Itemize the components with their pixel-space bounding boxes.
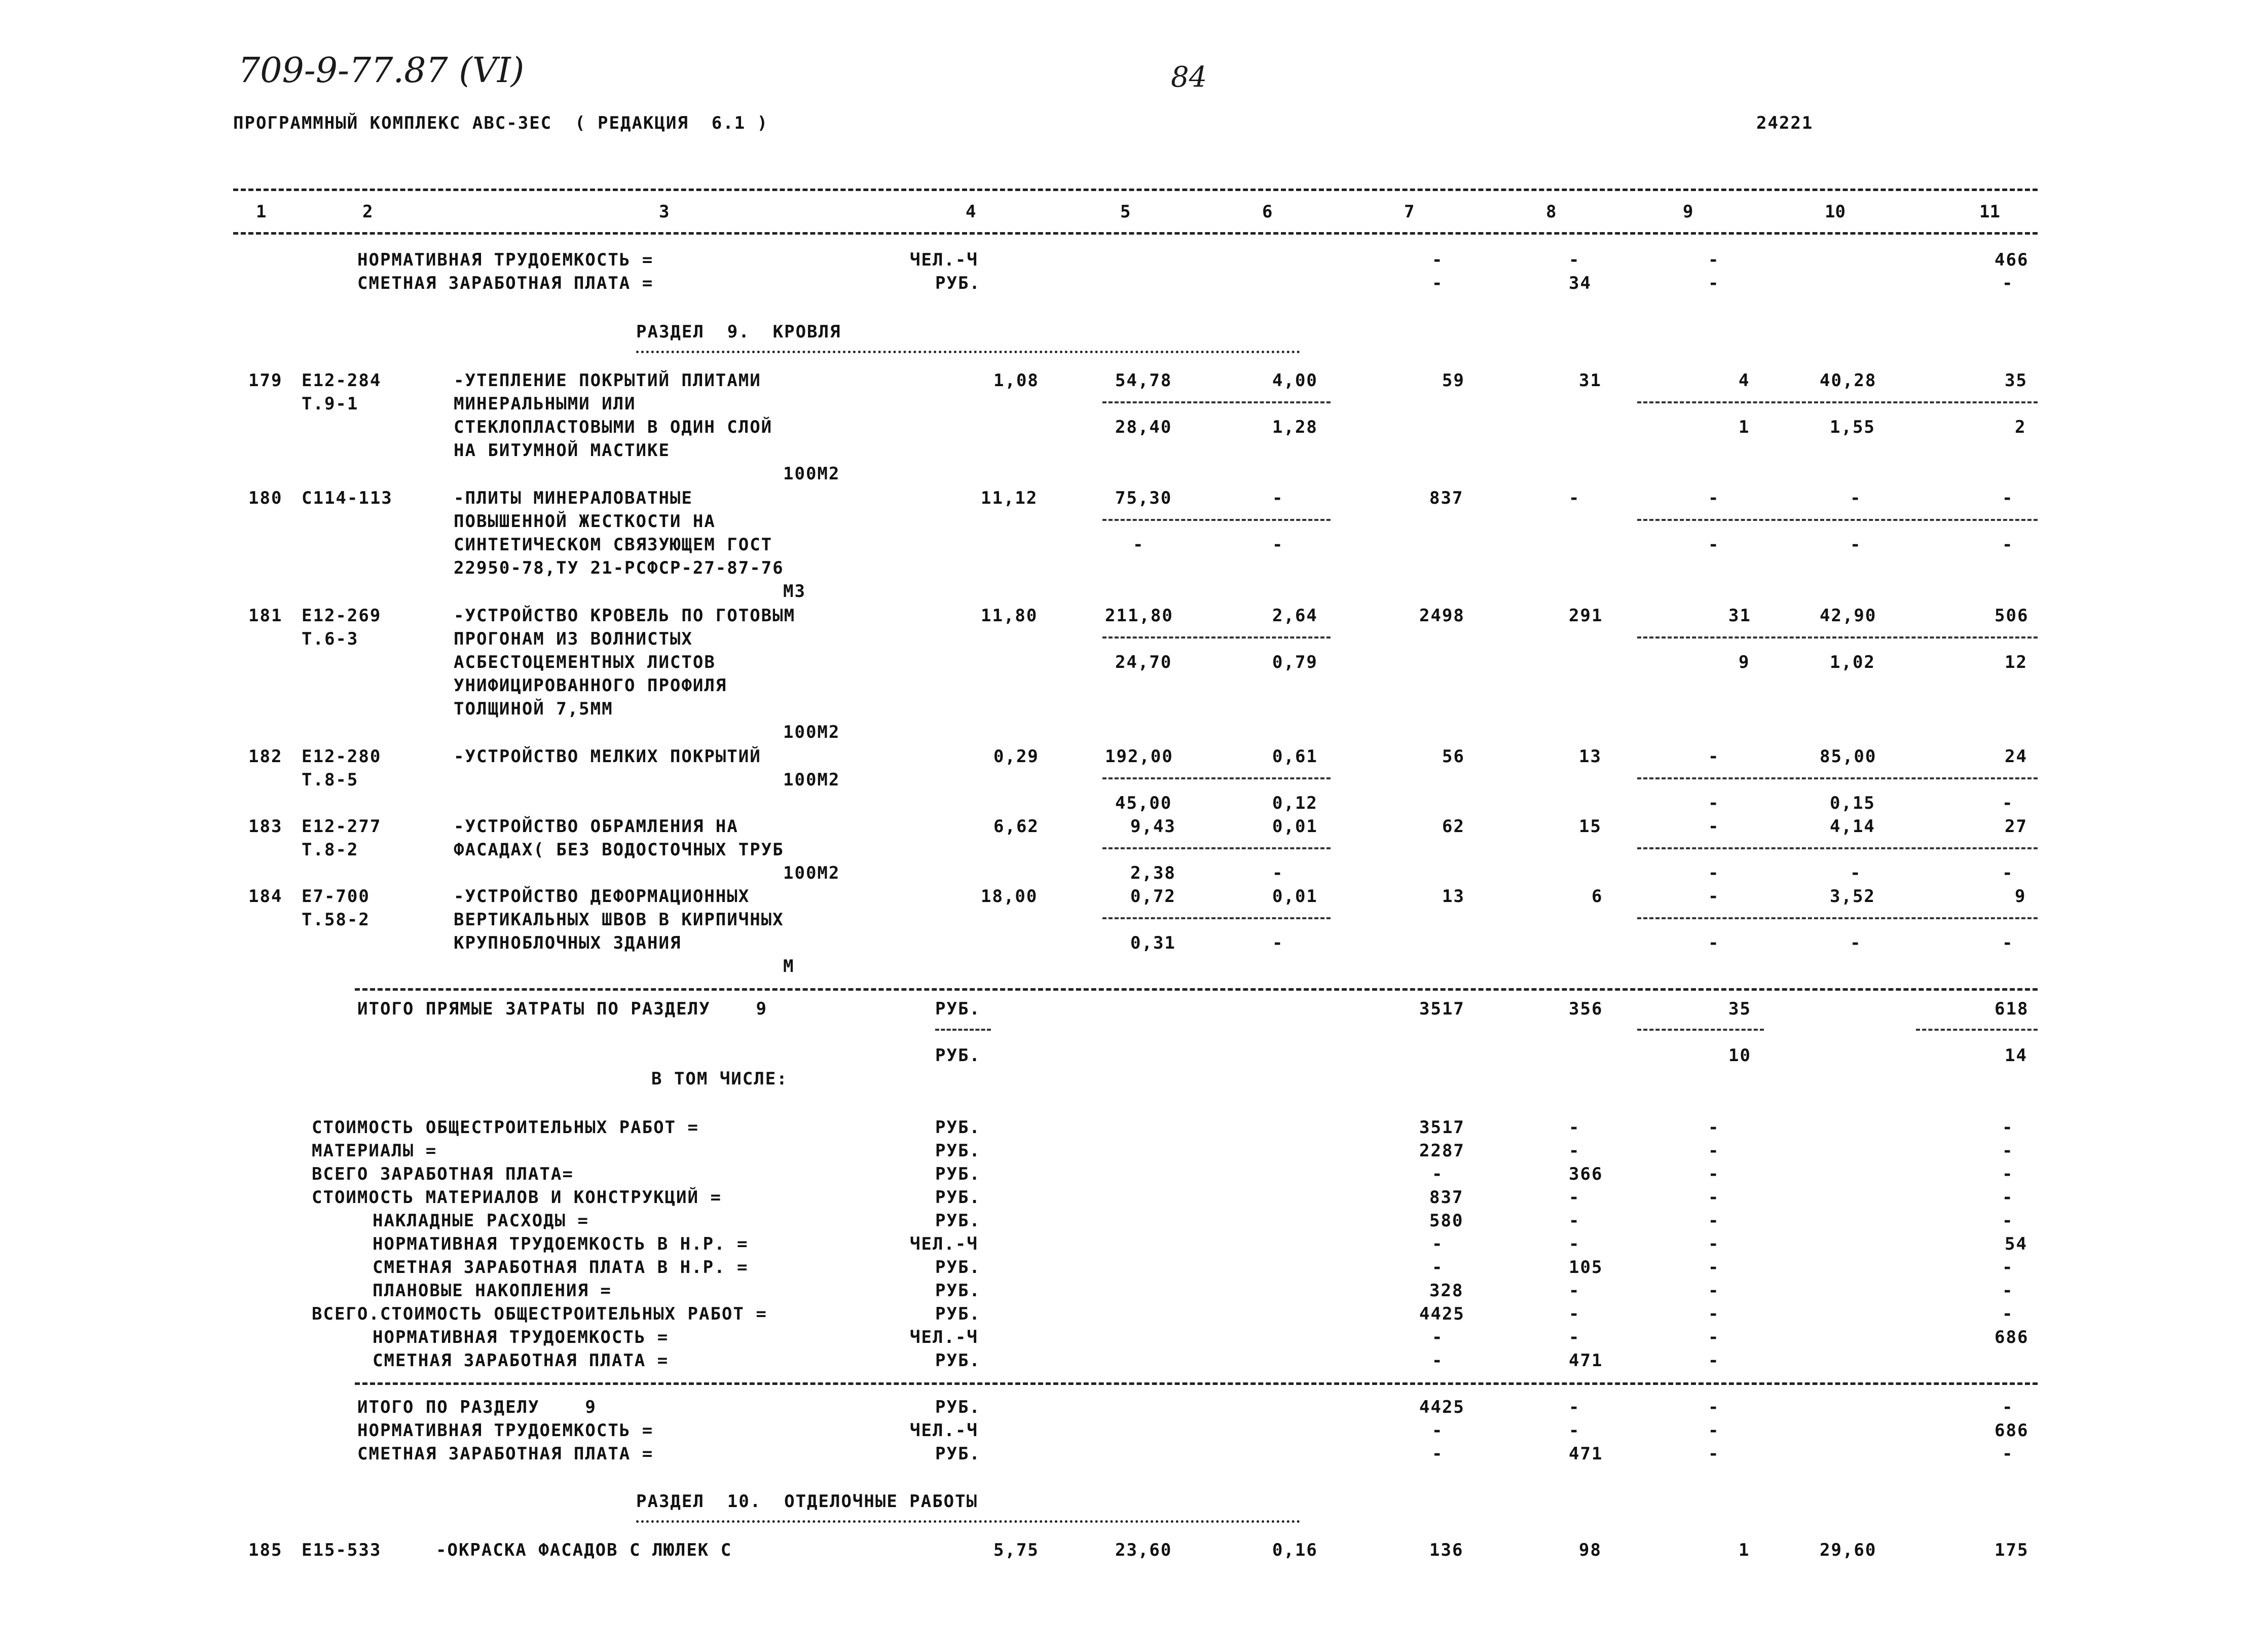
cell-col8: 6	[1592, 886, 1603, 907]
item-number: 184	[248, 886, 283, 907]
cell-col6: -	[1272, 933, 1284, 953]
cell-col5: 45,00	[1115, 793, 1172, 813]
breakdown-unit: РУБ.	[935, 1211, 981, 1231]
sub-divider	[1916, 1029, 2038, 1031]
breakdown-label: СТОИМОСТЬ МАТЕРИАЛОВ И КОНСТРУКЦИЙ =	[312, 1187, 722, 1208]
total-unit: РУБ.	[935, 999, 981, 1019]
item-unit: 100М2	[783, 863, 840, 883]
cell-col7: 4425	[1419, 1304, 1465, 1324]
cell-col7: 136	[1429, 1540, 1464, 1560]
sub-divider	[1102, 401, 1331, 403]
sub-divider	[1102, 917, 1331, 919]
cell-col7: 328	[1429, 1281, 1464, 1301]
breakdown-label: НОРМАТИВНАЯ ТРУДОЕМКОСТЬ В Н.Р. =	[373, 1234, 749, 1254]
cell-col11: 686	[1995, 1420, 2029, 1441]
cell-col6: 0,79	[1272, 652, 1318, 672]
cell-col7: 2498	[1419, 606, 1465, 626]
item-ref: Т.58-2	[302, 910, 370, 930]
cell-col4: 6,62	[993, 816, 1039, 837]
cell-col9: -	[1708, 535, 1720, 555]
cell-col8: 31	[1579, 370, 1602, 391]
cell-col6: 0,01	[1272, 886, 1318, 907]
cell-col8: -	[1569, 1234, 1580, 1254]
cell-col11: -	[2002, 1164, 2014, 1184]
sub-divider	[1637, 1029, 1764, 1031]
item-code: Е12-277	[302, 816, 382, 837]
cell-col10: -	[1850, 535, 1862, 555]
breakdown-unit: РУБ.	[935, 1187, 981, 1208]
item-number: 182	[248, 746, 283, 767]
cell-col9: -	[1708, 1164, 1720, 1184]
section-total-rule	[355, 1382, 2038, 1385]
cell-col5: 9,43	[1130, 816, 1176, 837]
cell-col8: 98	[1579, 1540, 1602, 1560]
cell-col8: 15	[1579, 816, 1602, 837]
sub-divider	[1102, 847, 1331, 849]
cell-col11: -	[2002, 1117, 2014, 1138]
column-header: 7	[1404, 202, 1415, 222]
cell-col8: -	[1569, 1304, 1580, 1324]
cell-col7: 62	[1442, 816, 1465, 837]
cell-col8: -	[1569, 1397, 1580, 1417]
cell-col9: 31	[1728, 606, 1751, 626]
cell-col7: 56	[1442, 746, 1465, 767]
item-number: 180	[248, 488, 283, 508]
cell-col8: 105	[1569, 1257, 1603, 1278]
cell-col11: -	[2002, 1141, 2014, 1161]
item-text: МИНЕРАЛЬНЫМИ ИЛИ	[454, 394, 636, 414]
cell-col10: 1,55	[1830, 417, 1875, 437]
cell-col8: 366	[1569, 1164, 1603, 1184]
item-number: 185	[248, 1540, 283, 1560]
cell-col11: -	[2002, 1211, 2014, 1231]
cell-col5: 23,60	[1115, 1540, 1172, 1560]
cell-col11: 686	[1995, 1327, 2029, 1347]
cell-col9: -	[1708, 886, 1720, 907]
cell-col11: 9	[2015, 886, 2026, 907]
breakdown-unit: РУБ.	[935, 1257, 981, 1278]
cell-col8: -	[1569, 1117, 1580, 1138]
item-text: -УТЕПЛЕНИЕ ПОКРЫТИЙ ПЛИТАМИ	[454, 370, 761, 391]
cell-col11: -	[2002, 793, 2014, 813]
cell-col5: 0,72	[1130, 886, 1176, 907]
cell-col6: 4,00	[1272, 370, 1318, 391]
cell-col5: 211,80	[1105, 606, 1173, 626]
cell-col7: 13	[1442, 886, 1465, 907]
handwritten-code: 709-9-77.87 (VI)	[238, 51, 525, 91]
breakdown-unit: РУБ.	[935, 1164, 981, 1184]
cell-col7: -	[1432, 1444, 1444, 1464]
cell-col11: 175	[1995, 1540, 2029, 1560]
cell-col10: 85,00	[1820, 746, 1877, 767]
cell-col9: -	[1708, 1117, 1720, 1138]
item-text: СИНТЕТИЧЕСКОМ СВЯЗУЮЩЕМ ГОСТ	[454, 535, 773, 555]
column-header: 1	[256, 202, 267, 222]
cell-col9: -	[1708, 273, 1720, 293]
row-label: НОРМАТИВНАЯ ТРУДОЕМКОСТЬ =	[357, 250, 654, 270]
cell-col4: 0,29	[993, 746, 1039, 767]
cell-col8: -	[1569, 1141, 1580, 1161]
cell-col8: 291	[1569, 606, 1603, 626]
total-label: ИТОГО ПРЯМЫЕ ЗАТРАТЫ ПО РАЗДЕЛУ 9	[357, 999, 767, 1019]
cell-col7: -	[1432, 1234, 1444, 1254]
item-code: Е12-284	[302, 370, 382, 391]
item-code: С114-113	[302, 488, 393, 508]
cell-col9: -	[1708, 863, 1720, 883]
cell-col9: 1	[1739, 417, 1750, 437]
cell-col9: -	[1708, 250, 1720, 270]
column-header: 3	[659, 202, 670, 222]
breakdown-label: НОРМАТИВНАЯ ТРУДОЕМКОСТЬ =	[373, 1327, 669, 1347]
cell-col4: 18,00	[981, 886, 1038, 907]
cell-col9: -	[1708, 746, 1720, 767]
column-header: 11	[1979, 202, 2000, 222]
sub-divider	[1637, 847, 2038, 849]
item-number: 181	[248, 606, 283, 626]
cell-col7: 4425	[1419, 1397, 1465, 1417]
item-ref: Т.6-3	[302, 629, 359, 649]
section-total-label: НОРМАТИВНАЯ ТРУДОЕМКОСТЬ =	[357, 1420, 654, 1441]
cell-col6: 1,28	[1272, 417, 1318, 437]
cell-col10: 40,28	[1820, 370, 1877, 391]
column-header: 9	[1683, 202, 1693, 222]
cell-col4: 11,80	[981, 606, 1038, 626]
cell-col9: 4	[1739, 370, 1750, 391]
section-underline	[636, 351, 1300, 353]
cell-col7: -	[1432, 1257, 1444, 1278]
cell-col7: 2287	[1419, 1141, 1465, 1161]
item-text: ПОВЫШЕННОЙ ЖЕСТКОСТИ НА	[454, 511, 716, 532]
cell-col8: -	[1569, 1281, 1580, 1301]
sub-divider	[1637, 917, 2038, 919]
cell-col8: 34	[1569, 273, 1592, 293]
item-number: 179	[248, 370, 283, 391]
cell-col10: -	[1850, 863, 1862, 883]
cell-col10: 0,15	[1830, 793, 1875, 813]
cell-col9: -	[1708, 1187, 1720, 1208]
cell-col9: -	[1708, 1234, 1720, 1254]
cell-col6: 0,01	[1272, 816, 1318, 837]
item-text: -УСТРОЙСТВО КРОВЕЛЬ ПО ГОТОВЫМ	[454, 606, 796, 626]
breakdown-label: СМЕТНАЯ ЗАРАБОТНАЯ ПЛАТА =	[373, 1350, 669, 1371]
cell-col11: 12	[2005, 652, 2027, 672]
item-unit: 100М2	[783, 464, 840, 484]
total-unit: РУБ.	[935, 1045, 981, 1066]
including-label: В ТОМ ЧИСЛЕ:	[651, 1069, 788, 1089]
item-text: ТОЛЩИНОЙ 7,5ММ	[454, 699, 613, 719]
column-header: 10	[1825, 202, 1846, 222]
breakdown-label: НАКЛАДНЫЕ РАСХОДЫ =	[373, 1211, 589, 1231]
cell-col7: -	[1432, 250, 1444, 270]
item-ref: Т.8-5	[302, 770, 359, 790]
breakdown-label: ВСЕГО.СТОИМОСТЬ ОБЩЕСТРОИТЕЛЬНЫХ РАБОТ =	[312, 1304, 767, 1324]
cell-col11: 14	[2005, 1045, 2027, 1066]
cell-col6: -	[1272, 535, 1284, 555]
cell-col11: -	[2002, 1444, 2014, 1464]
item-text: СТЕКЛОПЛАСТОВЫМИ В ОДИН СЛОЙ	[454, 417, 773, 437]
cell-col11: -	[2002, 488, 2014, 508]
breakdown-label: ВСЕГО ЗАРАБОТНАЯ ПЛАТА=	[312, 1164, 574, 1184]
item-unit: 100М2	[783, 770, 840, 790]
item-text: КРУПНОБЛОЧНЫХ ЗДАНИЯ	[454, 933, 682, 953]
cell-col8: -	[1569, 1327, 1580, 1347]
section-total-label: ИТОГО ПО РАЗДЕЛУ 9	[357, 1397, 597, 1417]
cell-col4: 1,08	[993, 370, 1039, 391]
item-text: -ОКРАСКА ФАСАДОВ С ЛЮЛЕК С	[436, 1540, 732, 1560]
breakdown-label: СТОИМОСТЬ ОБЩЕСТРОИТЕЛЬНЫХ РАБОТ =	[312, 1117, 699, 1138]
breakdown-unit: РУБ.	[935, 1304, 981, 1324]
cell-col9: 10	[1728, 1045, 1751, 1066]
breakdown-unit: ЧЕЛ.-Ч	[910, 1234, 978, 1254]
breakdown-label: СМЕТНАЯ ЗАРАБОТНАЯ ПЛАТА В Н.Р. =	[373, 1257, 749, 1278]
row-unit: ЧЕЛ.-Ч	[910, 250, 978, 270]
cell-col7: 580	[1429, 1211, 1464, 1231]
cell-col9: 9	[1739, 652, 1750, 672]
header-top-rule	[233, 189, 2038, 191]
cell-col10: 4,14	[1830, 816, 1875, 837]
cell-col11: -	[2002, 1257, 2014, 1278]
cell-col10: -	[1850, 488, 1862, 508]
cell-col9: -	[1708, 933, 1720, 953]
sub-divider	[1102, 777, 1331, 779]
breakdown-unit: ЧЕЛ.-Ч	[910, 1327, 978, 1347]
cell-col11: 466	[1995, 250, 2029, 270]
cell-col9: -	[1708, 1350, 1720, 1371]
cell-col11: 618	[1995, 999, 2029, 1019]
item-code: Е12-280	[302, 746, 382, 767]
item-text: УНИФИЦИРОВАННОГО ПРОФИЛЯ	[454, 675, 727, 696]
cell-col8: -	[1569, 1187, 1580, 1208]
breakdown-label: МАТЕРИАЛЫ =	[312, 1141, 437, 1161]
cell-col11: 35	[2005, 370, 2027, 391]
cell-col5: 75,30	[1115, 488, 1172, 508]
cell-col7: -	[1432, 1164, 1444, 1184]
cell-col8: 471	[1569, 1444, 1603, 1464]
row-unit: РУБ.	[935, 273, 981, 293]
cell-col11: -	[2002, 1397, 2014, 1417]
cell-col9: 35	[1728, 999, 1751, 1019]
cell-col5: 0,31	[1130, 933, 1176, 953]
header-bottom-rule	[233, 232, 2038, 235]
cell-col9: -	[1708, 488, 1720, 508]
item-text: 22950-78,ТУ 21-РСФСР-27-87-76	[454, 558, 784, 578]
cell-col7: 837	[1429, 1187, 1464, 1208]
cell-col7: -	[1432, 273, 1444, 293]
item-code: Е7-700	[302, 886, 370, 907]
cell-col10: -	[1850, 933, 1862, 953]
column-header: 6	[1262, 202, 1273, 222]
section-title: РАЗДЕЛ 9. КРОВЛЯ	[636, 322, 841, 342]
item-text: ВЕРТИКАЛЬНЫХ ШВОВ В КИРПИЧНЫХ	[454, 910, 784, 930]
sub-divider	[1637, 777, 2038, 779]
item-text: АСБЕСТОЦЕМЕНТНЫХ ЛИСТОВ	[454, 652, 716, 672]
row-label: СМЕТНАЯ ЗАРАБОТНАЯ ПЛАТА =	[357, 273, 654, 293]
item-unit: 100М2	[783, 722, 840, 742]
section-total-unit: РУБ.	[935, 1444, 981, 1464]
cell-col7: 3517	[1419, 1117, 1465, 1138]
cell-col9: -	[1708, 1141, 1720, 1161]
cell-col6: 0,16	[1272, 1540, 1318, 1560]
sub-divider	[1637, 519, 2038, 521]
item-ref: Т.9-1	[302, 394, 359, 414]
item-text: ФАСАДАХ( БЕЗ ВОДОСТОЧНЫХ ТРУБ	[454, 840, 784, 860]
cell-col9: -	[1708, 1304, 1720, 1324]
cell-col8: -	[1569, 1211, 1580, 1231]
cell-col9: -	[1708, 1397, 1720, 1417]
sub-divider	[1637, 636, 2038, 639]
column-header: 4	[966, 202, 976, 222]
breakdown-label: ПЛАНОВЫЕ НАКОПЛЕНИЯ =	[373, 1281, 612, 1301]
cell-col4: 11,12	[981, 488, 1038, 508]
cell-col9: -	[1708, 793, 1720, 813]
item-code: Е12-269	[302, 606, 382, 626]
total-rule	[355, 988, 2038, 991]
cell-col7: 837	[1429, 488, 1464, 508]
cell-col11: 2	[2015, 417, 2026, 437]
cell-col11: 54	[2005, 1234, 2027, 1254]
item-code: Е15-533	[302, 1540, 382, 1560]
cell-col11: 506	[1995, 606, 2029, 626]
cell-col5: 54,78	[1115, 370, 1172, 391]
item-text: -УСТРОЙСТВО ДЕФОРМАЦИОННЫХ	[454, 886, 750, 907]
cell-col7: -	[1432, 1420, 1444, 1441]
cell-col9: 1	[1739, 1540, 1750, 1560]
cell-col11: 27	[2005, 816, 2027, 837]
handwritten-page-number: 84	[1171, 61, 1207, 94]
item-text: -УСТРОЙСТВО МЕЛКИХ ПОКРЫТИЙ	[454, 746, 761, 767]
cell-col7: -	[1432, 1350, 1444, 1371]
sub-divider	[1637, 401, 2038, 403]
item-unit: М3	[783, 581, 806, 602]
breakdown-unit: РУБ.	[935, 1350, 981, 1371]
cell-col6: -	[1272, 863, 1284, 883]
cell-col8: -	[1569, 488, 1580, 508]
cell-col6: 2,64	[1272, 606, 1318, 626]
sub-divider	[1102, 519, 1331, 521]
cell-col11: 24	[2005, 746, 2027, 767]
cell-col7: 3517	[1419, 999, 1465, 1019]
item-ref: Т.8-2	[302, 840, 359, 860]
document-number: 24221	[1756, 113, 1814, 133]
cell-col6: -	[1272, 488, 1284, 508]
breakdown-unit: РУБ.	[935, 1117, 981, 1138]
sub-divider	[1102, 636, 1331, 639]
column-header: 8	[1546, 202, 1557, 222]
cell-col6: 0,12	[1272, 793, 1318, 813]
cell-col10: 29,60	[1820, 1540, 1877, 1560]
section-underline	[636, 1520, 1300, 1523]
cell-col11: -	[2002, 933, 2014, 953]
cell-col11: -	[2002, 1304, 2014, 1324]
program-header: ПРОГРАММНЫЙ КОМПЛЕКС АВС-3ЕС ( РЕДАКЦИЯ 6.1 )	[233, 113, 769, 133]
cell-col8: -	[1569, 250, 1580, 270]
cell-col9: -	[1708, 816, 1720, 837]
cell-col4: 5,75	[993, 1540, 1039, 1560]
breakdown-unit: РУБ.	[935, 1281, 981, 1301]
cell-col11: -	[2002, 273, 2014, 293]
cell-col6: 0,61	[1272, 746, 1318, 767]
item-text: -УСТРОЙСТВО ОБРАМЛЕНИЯ НА	[454, 816, 739, 837]
section-total-label: СМЕТНАЯ ЗАРАБОТНАЯ ПЛАТА =	[357, 1444, 654, 1464]
item-unit: М	[783, 956, 795, 977]
cell-col8: -	[1569, 1420, 1580, 1441]
item-number: 183	[248, 816, 283, 837]
cell-col10: 1,02	[1830, 652, 1875, 672]
cell-col10: 42,90	[1820, 606, 1877, 626]
cell-col9: -	[1708, 1444, 1720, 1464]
section-title: РАЗДЕЛ 10. ОТДЕЛОЧНЫЕ РАБОТЫ	[636, 1491, 978, 1512]
breakdown-unit: РУБ.	[935, 1141, 981, 1161]
cell-col9: -	[1708, 1420, 1720, 1441]
section-total-unit: ЧЕЛ.-Ч	[910, 1420, 978, 1441]
cell-col8: 471	[1569, 1350, 1603, 1371]
cell-col5: 192,00	[1105, 746, 1173, 767]
section-total-unit: РУБ.	[935, 1397, 981, 1417]
cell-col11: -	[2002, 1281, 2014, 1301]
cell-col7: 59	[1442, 370, 1465, 391]
item-text: ПРОГОНАМ ИЗ ВОЛНИСТЫХ	[454, 629, 693, 649]
cell-col9: -	[1708, 1257, 1720, 1278]
cell-col8: 13	[1579, 746, 1602, 767]
item-text: -ПЛИТЫ МИНЕРАЛОВАТНЫЕ	[454, 488, 693, 508]
cell-col5: 24,70	[1115, 652, 1172, 672]
cell-col11: -	[2002, 863, 2014, 883]
cell-col9: -	[1708, 1281, 1720, 1301]
sub-divider	[935, 1029, 991, 1031]
cell-col11: -	[2002, 535, 2014, 555]
cell-col9: -	[1708, 1211, 1720, 1231]
cell-col7: -	[1432, 1327, 1444, 1347]
cell-col5: 2,38	[1130, 863, 1176, 883]
column-header: 2	[362, 202, 373, 222]
column-header: 5	[1120, 202, 1131, 222]
item-text: НА БИТУМНОЙ МАСТИКЕ	[454, 440, 670, 461]
cell-col8: 356	[1569, 999, 1603, 1019]
cell-col10: 3,52	[1830, 886, 1875, 907]
cell-col5: 28,40	[1115, 417, 1172, 437]
cell-col9: -	[1708, 1327, 1720, 1347]
cell-col11: -	[2002, 1187, 2014, 1208]
cell-col5: -	[1133, 535, 1145, 555]
